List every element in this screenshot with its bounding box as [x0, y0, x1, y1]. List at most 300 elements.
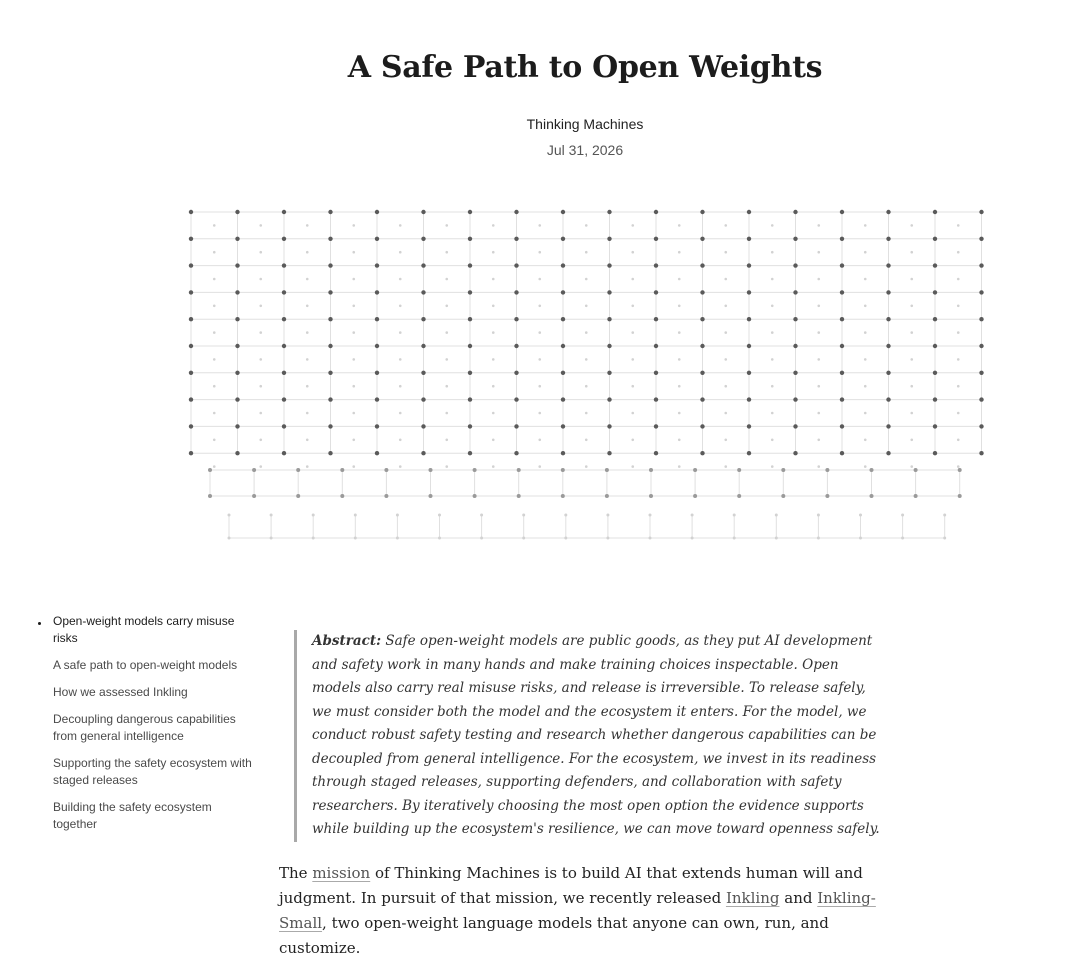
grid-node [213, 224, 216, 227]
grid-node [213, 412, 216, 415]
grid-node [771, 439, 774, 442]
grid-node [957, 278, 960, 281]
grid-node [958, 494, 962, 498]
grid-node [864, 278, 867, 281]
intro-text-2: of Thinking Machines is to build AI that extends human will and judgment. In pursuit of that mission, we recently released [279, 864, 863, 907]
grid-node [910, 439, 913, 442]
grid-node [259, 305, 262, 308]
grid-node [910, 305, 913, 308]
grid-node [208, 468, 212, 472]
grid-node [793, 317, 797, 321]
grid-node [864, 251, 867, 254]
grid-node [910, 412, 913, 415]
grid-node [189, 371, 193, 375]
grid-node [840, 344, 844, 348]
toc-item-label: A safe path to open-weight models [53, 658, 238, 672]
grid-node [678, 439, 681, 442]
grid-node [724, 331, 727, 334]
grid-node [678, 465, 681, 468]
grid-node [312, 514, 315, 517]
grid-node [793, 210, 797, 214]
grid-node [189, 424, 193, 428]
grid-node [213, 331, 216, 334]
grid-node [492, 278, 495, 281]
grid-node [352, 331, 355, 334]
inkling-link[interactable]: Inkling [725, 889, 780, 907]
grid-node [631, 385, 634, 388]
grid-node [678, 278, 681, 281]
grid-node [678, 251, 681, 254]
grid-node [678, 358, 681, 361]
grid-node [958, 468, 962, 472]
grid-node [399, 358, 402, 361]
grid-node [724, 278, 727, 281]
grid-node [189, 451, 193, 455]
grid-node [421, 317, 425, 321]
grid-node [957, 412, 960, 415]
grid-node [538, 331, 541, 334]
grid-node [724, 358, 727, 361]
grid-node [910, 224, 913, 227]
grid-node [354, 537, 357, 540]
grid-node [514, 317, 518, 321]
grid-node [492, 412, 495, 415]
grid-node [864, 412, 867, 415]
inkling-small-link[interactable]: Inkling-Small [279, 889, 876, 932]
grid-node [957, 358, 960, 361]
grid-node [306, 251, 309, 254]
grid-node [771, 358, 774, 361]
grid-node [468, 424, 472, 428]
grid-node [375, 237, 379, 241]
grid-node [654, 290, 658, 294]
grid-node [678, 412, 681, 415]
grid-node [943, 537, 946, 540]
grid-node [691, 514, 694, 517]
grid-node [607, 290, 611, 294]
grid-node [306, 278, 309, 281]
grid-node [678, 331, 681, 334]
grid-node [870, 468, 874, 472]
grid-node [561, 468, 565, 472]
grid-node [538, 385, 541, 388]
grid-node [492, 439, 495, 442]
toc-item-safe-path[interactable] [36, 657, 256, 674]
grid-node [793, 424, 797, 428]
grid-node [445, 465, 448, 468]
toc-item-staged-releases[interactable] [36, 755, 256, 789]
grid-node [886, 237, 890, 241]
hero-grid-illustration [180, 200, 990, 550]
grid-node [747, 263, 751, 267]
grid-node [375, 317, 379, 321]
article-date: Jul 31, 2026 [546, 142, 624, 158]
grid-node [445, 358, 448, 361]
grid-node [421, 397, 425, 401]
grid-node [933, 290, 937, 294]
grid-node [654, 451, 658, 455]
grid-node [817, 224, 820, 227]
grid-node [631, 358, 634, 361]
grid-node [468, 397, 472, 401]
grid-node [340, 494, 344, 498]
grid-node [235, 451, 239, 455]
grid-node [480, 537, 483, 540]
grid-node [522, 537, 525, 540]
grid-node [607, 371, 611, 375]
grid-node [781, 494, 785, 498]
grid-node [421, 371, 425, 375]
grid-node [282, 451, 286, 455]
grid-node [825, 468, 829, 472]
grid-node [306, 305, 309, 308]
grid-node [399, 465, 402, 468]
grid-node [771, 331, 774, 334]
grid-node [473, 494, 477, 498]
grid-node [492, 358, 495, 361]
grid-node [208, 494, 212, 498]
grid-node [312, 537, 315, 540]
grid-node [189, 317, 193, 321]
grid-node [691, 537, 694, 540]
grid-node [189, 290, 193, 294]
article-author: Thinking Machines [526, 116, 644, 132]
grid-node [979, 290, 983, 294]
grid-node [561, 290, 565, 294]
grid-node [438, 514, 441, 517]
grid-node [445, 439, 448, 442]
grid-node [747, 237, 751, 241]
grid-node [649, 514, 652, 517]
grid-node [514, 263, 518, 267]
grid-node [514, 424, 518, 428]
grid-node [561, 424, 565, 428]
grid-node [607, 344, 611, 348]
grid-node [213, 439, 216, 442]
grid-node [585, 331, 588, 334]
grid-node [700, 317, 704, 321]
grid-node [235, 344, 239, 348]
grid-node [886, 263, 890, 267]
grid-node [957, 439, 960, 442]
grid-node [607, 317, 611, 321]
grid-node [910, 331, 913, 334]
grid-node [793, 237, 797, 241]
grid-node [328, 290, 332, 294]
grid-node [771, 465, 774, 468]
grid-node [933, 317, 937, 321]
grid-node [421, 263, 425, 267]
grid-node [235, 290, 239, 294]
grid-node [864, 465, 867, 468]
grid-node [538, 278, 541, 281]
grid-node [817, 514, 820, 517]
grid-node [328, 210, 332, 214]
grid-node [775, 514, 778, 517]
grid-node [189, 263, 193, 267]
grid-node [375, 451, 379, 455]
grid-node [235, 317, 239, 321]
grid-node [445, 385, 448, 388]
grid-node [678, 385, 681, 388]
grid-node [733, 514, 736, 517]
grid-node [979, 344, 983, 348]
grid-node [235, 237, 239, 241]
grid-node [585, 439, 588, 442]
grid-node [296, 468, 300, 472]
grid-node [328, 344, 332, 348]
grid-node [747, 397, 751, 401]
grid-node [910, 385, 913, 388]
grid-node [724, 224, 727, 227]
grid-node [213, 358, 216, 361]
grid-node [282, 344, 286, 348]
grid-node [840, 237, 844, 241]
article-title: A Safe Path to Open Weights [347, 50, 823, 85]
toc-item-label: Decoupling dangerous capabilities from general intelligence [53, 712, 236, 743]
toc-item-decoupling[interactable] [36, 711, 256, 745]
grid-node [252, 494, 256, 498]
grid-node [445, 251, 448, 254]
table-of-contents [36, 613, 256, 843]
grid-node [631, 278, 634, 281]
mission-link[interactable]: mission [312, 864, 371, 882]
grid-node [352, 465, 355, 468]
grid-node [864, 305, 867, 308]
grid-node [700, 424, 704, 428]
grid-node [979, 451, 983, 455]
grid-node [306, 358, 309, 361]
grid-node [957, 331, 960, 334]
toc-item-label: Building the safety ecosystem together [53, 800, 212, 831]
grid-node [817, 305, 820, 308]
grid-node [399, 439, 402, 442]
grid-node [189, 210, 193, 214]
grid-node [445, 278, 448, 281]
grid-node [747, 290, 751, 294]
grid-node [375, 290, 379, 294]
grid-node [654, 397, 658, 401]
grid-node [235, 397, 239, 401]
grid-node [514, 451, 518, 455]
grid-node [933, 371, 937, 375]
grid-node [793, 344, 797, 348]
grid-node [492, 465, 495, 468]
grid-node [213, 385, 216, 388]
grid-node [781, 468, 785, 472]
grid-node [607, 397, 611, 401]
grid-node [375, 371, 379, 375]
grid-node [606, 514, 609, 517]
grid-node [933, 237, 937, 241]
grid-node [817, 278, 820, 281]
grid-node [864, 385, 867, 388]
grid-node [421, 451, 425, 455]
grid-node [654, 263, 658, 267]
grid-node [910, 278, 913, 281]
grid-node [492, 224, 495, 227]
abstract-text: Safe open-weight models are public goods, as they put AI development and safety work in many hands and make training choices inspectable. Open models also carry real misuse risks, and release is irreversible. To release safely, we must consider both the model and the ecosystem it enters. For the model, we conduct robust safety testing and research whether dangerous capabilities can be decoupled from general intelligence. For the ecosystem, we invest in its readiness through staged releases, supporting defenders, and collaboration with safety researchers. By iteratively choosing the most open option the evidence supports while building up the ecosystem's resilience, we can move toward openness safely. [312, 633, 880, 837]
grid-node [793, 371, 797, 375]
grid-node [514, 290, 518, 294]
grid-node [724, 465, 727, 468]
grid-node [747, 424, 751, 428]
grid-node [396, 514, 399, 517]
grid-node [259, 331, 262, 334]
grid-node [561, 263, 565, 267]
grid-node [561, 210, 565, 214]
grid-node [538, 305, 541, 308]
grid-node [700, 451, 704, 455]
grid-node [352, 251, 355, 254]
grid-node [817, 412, 820, 415]
grid-node [538, 465, 541, 468]
grid-node [259, 412, 262, 415]
toc-item-ecosystem-together[interactable] [36, 799, 256, 833]
grid-node [384, 494, 388, 498]
toc-item-label: Supporting the safety ecosystem with staged releases [53, 756, 252, 787]
grid-node [538, 412, 541, 415]
grid-node [840, 290, 844, 294]
grid-node [235, 210, 239, 214]
grid-node [522, 514, 525, 517]
grid-node [886, 371, 890, 375]
grid-node [306, 385, 309, 388]
grid-node [375, 344, 379, 348]
grid-node [957, 385, 960, 388]
grid-node [468, 210, 472, 214]
grid-node [514, 371, 518, 375]
grid-node [328, 451, 332, 455]
grid-node [429, 468, 433, 472]
grid-node [259, 465, 262, 468]
grid-node [910, 358, 913, 361]
grid-node [979, 237, 983, 241]
grid-node [864, 358, 867, 361]
grid-node [840, 263, 844, 267]
grid-node [649, 494, 653, 498]
grid-node [775, 537, 778, 540]
grid-node [259, 439, 262, 442]
grid-node [352, 385, 355, 388]
grid-node [517, 468, 521, 472]
grid-node [438, 537, 441, 540]
grid-node [561, 371, 565, 375]
grid-node [840, 424, 844, 428]
toc-item-misuse-risks[interactable] [36, 613, 256, 647]
grid-node [771, 224, 774, 227]
grid-node [649, 537, 652, 540]
grid-node [468, 371, 472, 375]
grid-node [631, 305, 634, 308]
grid-node [514, 210, 518, 214]
grid-node [421, 237, 425, 241]
grid-node [561, 494, 565, 498]
grid-node [825, 494, 829, 498]
grid-node [700, 237, 704, 241]
grid-node [282, 263, 286, 267]
grid-node [886, 210, 890, 214]
grid-node [631, 439, 634, 442]
grid-node [421, 290, 425, 294]
grid-node [282, 210, 286, 214]
grid-node [429, 494, 433, 498]
grid-node [607, 263, 611, 267]
grid-node [328, 263, 332, 267]
grid-node [328, 237, 332, 241]
grid-node [480, 514, 483, 517]
grid-node [235, 371, 239, 375]
grid-node [607, 237, 611, 241]
grid-node [933, 424, 937, 428]
grid-node [352, 412, 355, 415]
grid-node [340, 468, 344, 472]
grid-node [631, 331, 634, 334]
grid-node [538, 358, 541, 361]
grid-node [585, 305, 588, 308]
grid-node [352, 358, 355, 361]
grid-node [352, 305, 355, 308]
grid-node [538, 439, 541, 442]
grid-node [538, 224, 541, 227]
grid-node [817, 439, 820, 442]
grid-node [306, 439, 309, 442]
grid-node [585, 358, 588, 361]
grid-node [352, 439, 355, 442]
grid-node [864, 224, 867, 227]
grid-node [901, 514, 904, 517]
grid-node [468, 237, 472, 241]
grid-node [901, 537, 904, 540]
intro-paragraph [279, 861, 889, 961]
grid-node [585, 385, 588, 388]
grid-node [259, 278, 262, 281]
grid-node [654, 424, 658, 428]
grid-node [957, 224, 960, 227]
grid-node [840, 397, 844, 401]
grid-node [306, 224, 309, 227]
grid-node [375, 210, 379, 214]
grid-node [859, 514, 862, 517]
grid-node [445, 224, 448, 227]
grid-node [492, 385, 495, 388]
grid-node [538, 251, 541, 254]
grid-node [817, 358, 820, 361]
grid-node [747, 451, 751, 455]
grid-node [979, 371, 983, 375]
grid-node [957, 465, 960, 468]
grid-node [189, 344, 193, 348]
toc-item-assessed-inkling[interactable] [36, 684, 256, 701]
grid-node [817, 465, 820, 468]
grid-node [910, 465, 913, 468]
grid-node [606, 537, 609, 540]
abstract-label: Abstract: [312, 633, 382, 649]
grid-node [235, 263, 239, 267]
grid-node [979, 210, 983, 214]
grid-node [561, 344, 565, 348]
grid-node [354, 514, 357, 517]
grid-node [282, 424, 286, 428]
grid-node [793, 263, 797, 267]
grid-node [282, 371, 286, 375]
grid-node [793, 397, 797, 401]
grid-node [252, 468, 256, 472]
grid-node [870, 494, 874, 498]
grid-node [654, 371, 658, 375]
grid-node [228, 514, 231, 517]
grid-node [328, 317, 332, 321]
